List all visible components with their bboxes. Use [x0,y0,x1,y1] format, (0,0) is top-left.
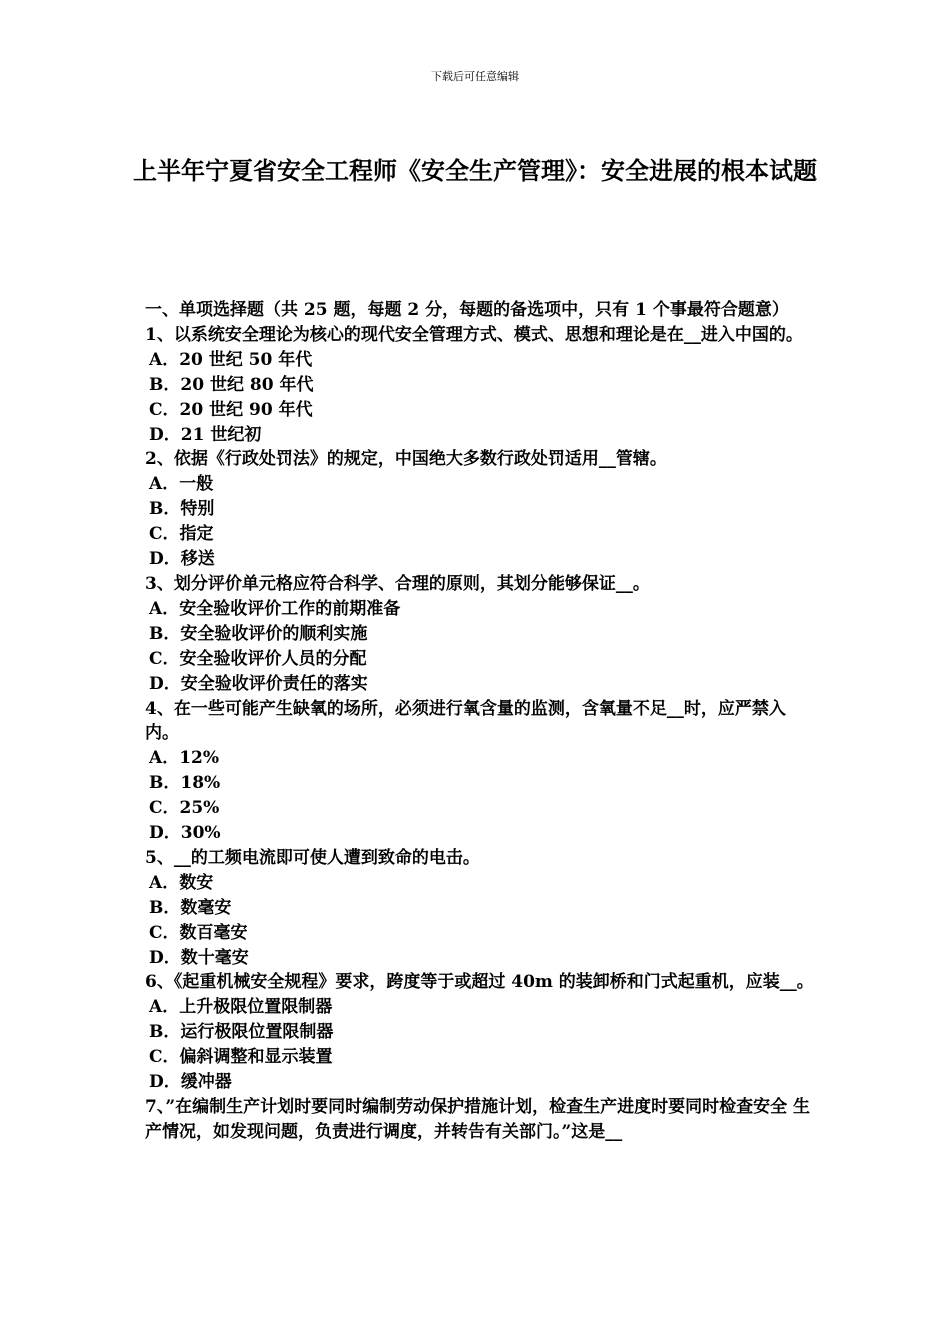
question-stem: 3、划分评价单元格应符合科学、合理的原则，其划分能够保证__。 [145,573,650,594]
question-stem: 2、依据《行政处罚法》的规定，中国绝大多数行政处罚适用__管辖。 [145,449,667,470]
question-1 [145,323,817,448]
document-title: 上半年宁夏省安全工程师《安全生产管理》：安全进展的根本试题 [133,157,817,185]
option-c: C．25% [149,798,220,819]
option-b: B．运行极限位置限制器 [149,1022,334,1043]
question-stem: 1、以系统安全理论为核心的现代安全管理方式、模式、思想和理论是在__进入中国的。 [145,324,803,345]
question-5 [145,846,817,971]
question-stem: 5、__的工频电流即可使人遭到致命的电击。 [145,847,480,868]
section-heading: 一、单项选择题（共 25 题，每题 2 分，每题的备选项中，只有 1 个事最符合题意） [145,300,789,320]
option-c: C．20 世纪 90 年代 [149,399,313,420]
option-a: A．一般 [149,474,214,495]
question-2 [145,447,817,572]
header-note: 下载后可任意编辑 [431,70,519,83]
option-d: D．移送 [149,549,215,570]
option-a: A．20 世纪 50 年代 [149,349,313,370]
question-stem: 4、在一些可能产生缺氧的场所，必须进行氧含量的监测，含氧量不足__时，应严禁入内。 [145,698,786,744]
question-7 [145,1095,817,1145]
option-b: B．特别 [149,499,215,520]
option-d: D．缓冲器 [149,1072,232,1093]
option-c: C．数百毫安 [149,922,248,943]
option-a: A．数安 [149,872,214,893]
question-6 [145,970,817,1095]
option-d: D．21 世纪初 [149,424,262,445]
option-a: A．12% [149,748,220,769]
document-body [145,298,817,1145]
option-b: B．20 世纪 80 年代 [149,374,314,395]
question-3 [145,572,817,697]
option-d: D．30% [149,823,221,844]
option-b: B．18% [149,773,221,794]
option-d: D．安全验收评价责任的落实 [149,673,368,694]
option-b: B．数毫安 [149,897,232,918]
question-stem: 7、”在编制生产计划时要同时编制劳动保护措施计划，检查生产进度时要同时检查安全 生产情况，如发现问题，负责进行调度，并转告有关部门。”这是__ [145,1097,811,1142]
option-d: D．数十毫安 [149,947,249,968]
option-a: A．安全验收评价工作的前期准备 [149,598,401,619]
option-a: A．上升极限位置限制器 [149,997,333,1018]
question-4 [145,697,817,846]
option-b: B．安全验收评价的顺利实施 [149,623,368,644]
option-c: C．安全验收评价人员的分配 [149,648,367,669]
question-stem: 6、《起重机械安全规程》要求，跨度等于或超过 40m 的装卸桥和门式起重机，应装__。 [145,972,814,993]
option-c: C．偏斜调整和显示装置 [149,1047,333,1068]
option-c: C．指定 [149,524,214,545]
